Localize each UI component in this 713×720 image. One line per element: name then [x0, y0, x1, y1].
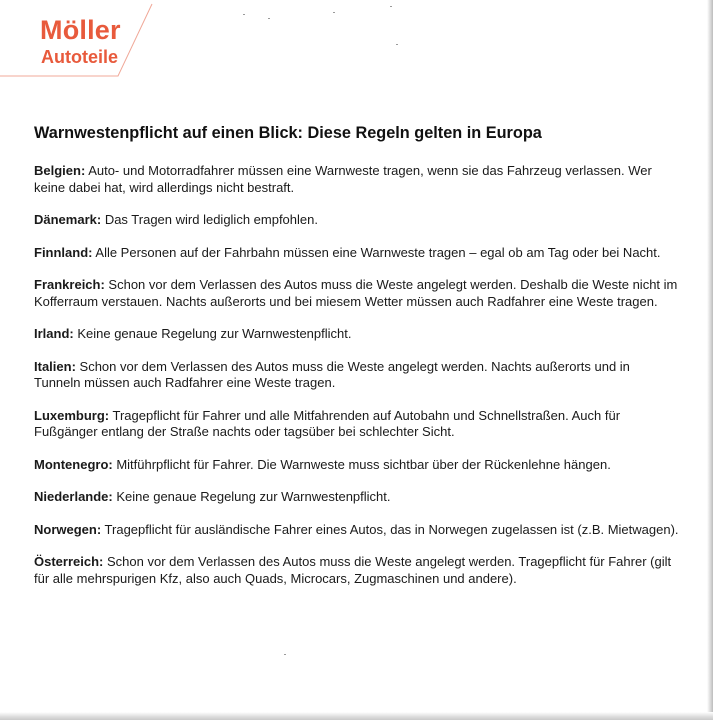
- scan-speck: [284, 654, 286, 655]
- country-name: Österreich:: [34, 554, 104, 569]
- country-entry-belgien: [34, 163, 679, 196]
- country-name: Dänemark:: [34, 212, 102, 227]
- country-rule: Tragepflicht für Fahrer und alle Mitfahrenden auf Autobahn und Schnellstraßen. Auch für Fußgänger entlang der Straße nachts oder tagsüber bei schlechter Sicht.: [34, 407, 621, 439]
- country-entry-irland: [34, 326, 679, 343]
- country-entry-daenemark: [34, 212, 679, 229]
- country-rule: Tragepflicht für ausländische Fahrer eines Autos, das in Norwegen zugelassen ist (z.B. Mietwagen).: [101, 521, 679, 537]
- brand-logo: [0, 0, 160, 100]
- scan-right-edge: [707, 0, 713, 720]
- country-name: Montenegro:: [34, 456, 113, 472]
- country-name: Italien:: [34, 358, 76, 374]
- country-name: Niederlande:: [34, 489, 113, 504]
- country-entry-norwegen: [34, 522, 679, 539]
- scan-speck: [268, 18, 270, 19]
- scan-bottom-edge: [0, 712, 713, 720]
- country-rule: Keine genaue Regelung zur Warnwestenpflicht.: [112, 489, 391, 504]
- logo-title: Möller: [40, 15, 121, 45]
- country-rule: Schon vor dem Verlassen des Autos muss die Weste angelegt werden. Nachts außerorts und in Tunneln müssen auch Radfahrer eine Weste tragen.: [34, 358, 630, 390]
- country-rule: Auto- und Motorradfahrer müssen eine Warnweste tragen, wenn sie das Fahrzeug verlassen. Wer keine dabei hat, wird allerdings nicht bestraft.: [34, 163, 652, 195]
- country-entry-montenegro: [34, 457, 679, 474]
- country-rule: Mitführpflicht für Fahrer. Die Warnweste muss sichtbar über der Rückenlehne hängen.: [112, 456, 611, 472]
- scan-speck: [333, 12, 335, 13]
- country-rule: Alle Personen auf der Fahrbahn müssen eine Warnweste tragen – egal ob am Tag oder bei Nacht.: [92, 244, 661, 260]
- country-name: Irland:: [34, 326, 74, 341]
- country-rule: Schon vor dem Verlassen des Autos muss die Weste angelegt werden. Deshalb die Weste nicht im Kofferraum verstauen. Nachts außerorts und bei miesem Wetter müssen auch Radfahrer eine Weste tragen.: [34, 277, 678, 309]
- document-body: [34, 123, 679, 603]
- country-entry-oesterreich: [34, 554, 679, 587]
- country-entry-niederlande: [34, 489, 679, 506]
- country-rule: Schon vor dem Verlassen des Autos muss die Weste angelegt werden. Tragepflicht für Fahrer (gilt für alle mehrspurigen Kfz, also auch Quads, Microcars, Zugmaschinen und andere).: [34, 554, 672, 586]
- country-name: Frankreich:: [34, 277, 105, 292]
- country-entry-luxemburg: [34, 408, 679, 441]
- scan-speck: [243, 14, 245, 15]
- country-entry-italien: [34, 359, 679, 392]
- scan-speck: [396, 44, 398, 45]
- country-name: Luxemburg:: [34, 407, 110, 423]
- country-name: Norwegen:: [34, 521, 102, 537]
- country-name: Belgien:: [34, 163, 86, 178]
- scan-speck: [390, 6, 392, 7]
- page-title: Warnwestenpflicht auf einen Blick: Diese Regeln gelten in Europa: [34, 124, 542, 142]
- country-name: Finnland:: [34, 244, 93, 260]
- country-rule: Keine genaue Regelung zur Warnwestenpflicht.: [73, 326, 352, 341]
- country-entry-frankreich: [34, 277, 679, 310]
- country-entry-finnland: [34, 245, 679, 262]
- country-rule: Das Tragen wird lediglich empfohlen.: [101, 212, 318, 227]
- logo-subtitle: Autoteile: [41, 47, 119, 67]
